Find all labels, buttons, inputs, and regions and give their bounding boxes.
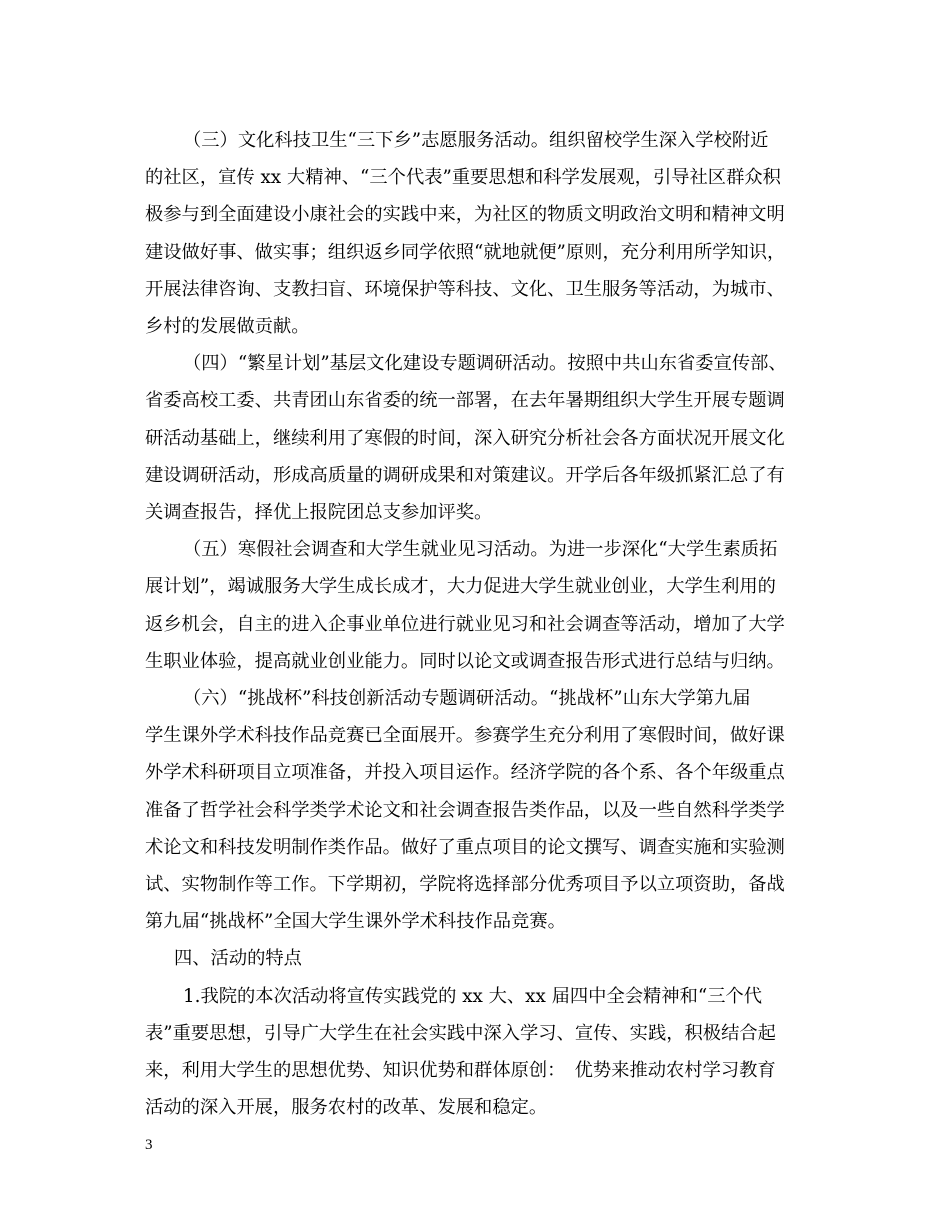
text-line: 准备了哲学社会科学类学术论文和社会调查报告类作品，以及一些自然科学类学 [145,799,785,821]
document-body [145,122,810,1126]
text-line: 展计划”，竭诚服务大学生成长成才，大力促进大学生就业创业，大学生利用的 [145,576,776,598]
text-line: 表”重要思想，引导广大学生在社会实践中深入学习、宣传、实践，积极结合起 [145,1022,776,1044]
text-line: （四）“繁星计划”基层文化建设专题调研活动。按照中共山东省委宣传部、 [183,353,787,375]
paragraph-five-winter-survey [145,531,810,680]
text-line: 极参与到全面建设小康社会的实践中来，为社区的物质文明政治文明和精神文明 [145,204,785,226]
text-line: 试、实物制作等工作。下学期初，学院将选择部分优秀项目予以立项资助，备战 [145,874,785,896]
text-line: 术论文和科技发明制作类作品。做好了重点项目的论文撰写、调查实施和实验测 [145,836,785,858]
text-line: 活动的深入开展，服务农村的改革、发展和稳定。 [145,1097,548,1119]
text-line: 建设调研活动，形成高质量的调研成果和对策建议。开学后各年级抓紧汇总了有 [145,464,785,486]
text-line: 关调查报告，择优上报院团总支参加评奖。 [145,502,493,524]
heading-text: 四、活动的特点 [174,948,302,970]
text-line: 建设做好事、做实事；组织返乡同学依照“就地就便”原则，充分利用所学知识， [145,241,786,263]
paragraph-six-challenge-cup [145,680,810,940]
text-line: （六）“挑战杯”科技创新活动专题调研活动。“挑战杯”山东大学第九届 [183,688,751,710]
text-line: 的社区，宣传 xx 大精神、“三个代表”重要思想和科学发展观，引导社区群众积 [145,167,781,189]
text-line: 开展法律咨询、支教扫盲、环境保护等科技、文化、卫生服务等活动，为城市、 [145,278,785,300]
paragraph-four-star-plan [145,345,810,531]
section-heading-features [145,940,810,977]
text-line: 外学术科研项目立项准备，并投入项目运作。经济学院的各个系、各个年级重点 [145,762,785,784]
text-line: （五）寒假社会调查和大学生就业见习活动。为进一步深化“大学生素质拓 [183,539,778,561]
text-line: 来，利用大学生的思想优势、知识优势和群体原创： 优势来推动农村学习教育 [145,1060,776,1082]
text-line: 学生课外学术科技作品竞赛已全面展开。参赛学生充分利用了寒假时间，做好课 [145,725,785,747]
text-line: 生职业体验，提高就业创业能力。同时以论文或调查报告形式进行总结与归纳。 [145,650,785,672]
text-line: 返乡机会，自主的进入企事业单位进行就业见习和社会调查等活动，增加了大学 [145,613,785,635]
page-number: 3 [145,1137,153,1153]
text-line: 乡村的发展做贡献。 [145,316,310,338]
text-line: 1.我院的本次活动将宣传实践党的 xx 大、xx 届四中全会精神和“三个代 [183,985,763,1007]
paragraph-three-rural-service [145,122,810,345]
text-line: 第九届“挑战杯”全国大学生课外学术科技作品竞赛。 [145,911,566,933]
text-line: 省委高校工委、共青团山东省委的统一部署，在去年暑期组织大学生开展专题调 [145,390,785,412]
text-line: （三）文化科技卫生“三下乡”志愿服务活动。组织留校学生深入学校附近 [183,130,769,151]
paragraph-point-one [145,978,810,1127]
text-line: 研活动基础上，继续利用了寒假的时间，深入研究分析社会各方面状况开展文化 [145,427,785,449]
